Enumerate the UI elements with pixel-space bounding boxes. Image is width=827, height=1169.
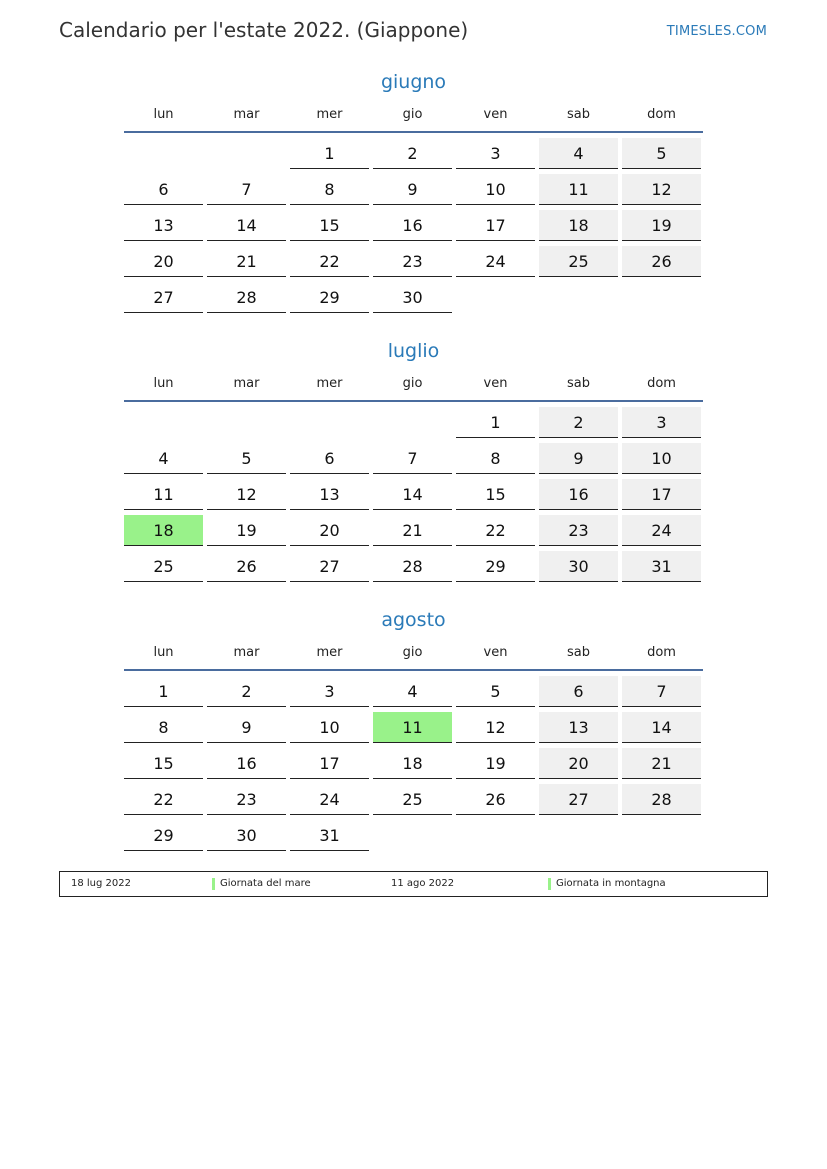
day-cell: 6 (290, 443, 369, 474)
day-cell: 10 (456, 174, 535, 205)
day-cell: 13 (124, 210, 203, 241)
weekday-header (124, 106, 703, 131)
day-cell: 29 (124, 820, 203, 851)
day-cell: 14 (622, 712, 701, 743)
day-cell: 2 (539, 407, 618, 438)
day-cell: 31 (290, 820, 369, 851)
day-cell: 25 (373, 784, 452, 815)
day-cell: 12 (456, 712, 535, 743)
weekday-label: lun (153, 107, 174, 122)
day-cell: 17 (622, 479, 701, 510)
day-cell: 26 (207, 551, 286, 582)
weekday-label: mar (233, 376, 260, 391)
month-june (124, 68, 703, 313)
day-cell: 3 (622, 407, 701, 438)
day-cell: 29 (456, 551, 535, 582)
day-cell: 18 (539, 210, 618, 241)
day-cell: 24 (622, 515, 701, 546)
day-cell: 20 (124, 246, 203, 277)
day-cell: 12 (622, 174, 701, 205)
day-cell: 3 (456, 138, 535, 169)
day-cell: 1 (456, 407, 535, 438)
day-cell: 7 (207, 174, 286, 205)
empty-cell (207, 138, 286, 169)
day-cell: 28 (373, 551, 452, 582)
empty-cell (124, 138, 203, 169)
day-cell: 8 (124, 712, 203, 743)
day-cell: 2 (373, 138, 452, 169)
legend-holiday-name: Giornata del mare (220, 878, 311, 889)
day-cell: 11 (373, 712, 452, 743)
day-cell: 19 (456, 748, 535, 779)
month-title: giugno (380, 71, 447, 93)
day-cell: 11 (539, 174, 618, 205)
day-cell: 17 (456, 210, 535, 241)
day-cell: 27 (539, 784, 618, 815)
day-cell: 14 (207, 210, 286, 241)
day-cell: 13 (290, 479, 369, 510)
month-title: luglio (387, 340, 440, 362)
month-title: agosto (381, 609, 446, 631)
day-cell: 1 (124, 676, 203, 707)
day-cell: 14 (373, 479, 452, 510)
weekday-label: sab (567, 376, 590, 391)
day-cell: 4 (124, 443, 203, 474)
day-cell: 17 (290, 748, 369, 779)
day-cell: 11 (124, 479, 203, 510)
day-cell: 22 (124, 784, 203, 815)
weekday-label: mar (233, 645, 260, 660)
day-cell: 4 (373, 676, 452, 707)
legend-date: 18 lug 2022 (71, 878, 131, 889)
day-cell: 13 (539, 712, 618, 743)
day-cell: 3 (290, 676, 369, 707)
day-cell: 18 (373, 748, 452, 779)
day-cell: 9 (207, 712, 286, 743)
day-grid (124, 676, 703, 851)
page-title: Calendario per l'estate 2022. (Giappone) (59, 18, 469, 42)
header-rule (124, 131, 703, 133)
day-cell: 8 (456, 443, 535, 474)
day-cell: 25 (124, 551, 203, 582)
empty-cell (539, 820, 618, 851)
day-cell: 21 (622, 748, 701, 779)
day-cell: 24 (456, 246, 535, 277)
day-cell: 18 (124, 515, 203, 546)
empty-cell (622, 820, 701, 851)
day-cell: 9 (539, 443, 618, 474)
day-cell: 28 (207, 282, 286, 313)
weekday-label: dom (647, 376, 676, 391)
day-cell: 31 (622, 551, 701, 582)
empty-cell (456, 820, 535, 851)
month-july (124, 337, 703, 582)
day-cell: 15 (124, 748, 203, 779)
day-cell: 30 (207, 820, 286, 851)
site-link[interactable]: TIMESLES.COM (666, 24, 767, 39)
weekday-label: ven (483, 645, 508, 660)
day-cell: 28 (622, 784, 701, 815)
weekday-label: lun (153, 645, 174, 660)
header-rule (124, 669, 703, 671)
header-rule (124, 400, 703, 402)
day-cell: 22 (456, 515, 535, 546)
day-cell: 21 (373, 515, 452, 546)
weekday-label: sab (567, 107, 590, 122)
day-cell: 2 (207, 676, 286, 707)
weekday-label: mer (316, 107, 343, 122)
day-cell: 29 (290, 282, 369, 313)
weekday-label: mer (316, 645, 343, 660)
day-cell: 8 (290, 174, 369, 205)
day-cell: 15 (290, 210, 369, 241)
empty-cell (124, 407, 203, 438)
day-cell: 6 (539, 676, 618, 707)
weekday-label: ven (483, 376, 508, 391)
weekday-label: ven (483, 107, 508, 122)
day-cell: 19 (622, 210, 701, 241)
day-cell: 5 (456, 676, 535, 707)
day-cell: 23 (207, 784, 286, 815)
day-cell: 10 (290, 712, 369, 743)
empty-cell (290, 407, 369, 438)
holiday-marker (548, 878, 551, 890)
empty-cell (207, 407, 286, 438)
day-cell: 7 (373, 443, 452, 474)
day-cell: 6 (124, 174, 203, 205)
empty-cell (622, 282, 701, 313)
day-cell: 7 (622, 676, 701, 707)
weekday-label: gio (402, 376, 423, 391)
empty-cell (456, 282, 535, 313)
weekday-label: gio (402, 107, 423, 122)
day-cell: 22 (290, 246, 369, 277)
day-cell: 9 (373, 174, 452, 205)
legend-holiday-name: Giornata in montagna (556, 878, 666, 889)
day-cell: 27 (124, 282, 203, 313)
day-cell: 5 (622, 138, 701, 169)
day-cell: 10 (622, 443, 701, 474)
day-grid (124, 407, 703, 582)
weekday-label: mar (233, 107, 260, 122)
holiday-legend (59, 871, 768, 897)
empty-cell (373, 820, 452, 851)
weekday-header (124, 375, 703, 400)
legend-date: 11 ago 2022 (391, 878, 455, 889)
day-cell: 27 (290, 551, 369, 582)
day-cell: 23 (539, 515, 618, 546)
weekday-label: sab (567, 645, 590, 660)
day-cell: 20 (290, 515, 369, 546)
day-cell: 25 (539, 246, 618, 277)
empty-cell (539, 282, 618, 313)
day-cell: 24 (290, 784, 369, 815)
day-cell: 19 (207, 515, 286, 546)
day-cell: 26 (622, 246, 701, 277)
day-cell: 30 (373, 282, 452, 313)
day-cell: 5 (207, 443, 286, 474)
day-grid (124, 138, 703, 313)
empty-cell (373, 407, 452, 438)
day-cell: 23 (373, 246, 452, 277)
day-cell: 30 (539, 551, 618, 582)
weekday-label: dom (647, 107, 676, 122)
weekday-label: gio (402, 645, 423, 660)
day-cell: 16 (373, 210, 452, 241)
day-cell: 15 (456, 479, 535, 510)
day-cell: 26 (456, 784, 535, 815)
month-august (124, 606, 703, 851)
weekday-label: dom (647, 645, 676, 660)
day-cell: 4 (539, 138, 618, 169)
weekday-label: mer (316, 376, 343, 391)
weekday-label: lun (153, 376, 174, 391)
holiday-marker (212, 878, 215, 890)
day-cell: 12 (207, 479, 286, 510)
weekday-header (124, 644, 703, 669)
day-cell: 1 (290, 138, 369, 169)
day-cell: 20 (539, 748, 618, 779)
day-cell: 21 (207, 246, 286, 277)
day-cell: 16 (207, 748, 286, 779)
day-cell: 16 (539, 479, 618, 510)
